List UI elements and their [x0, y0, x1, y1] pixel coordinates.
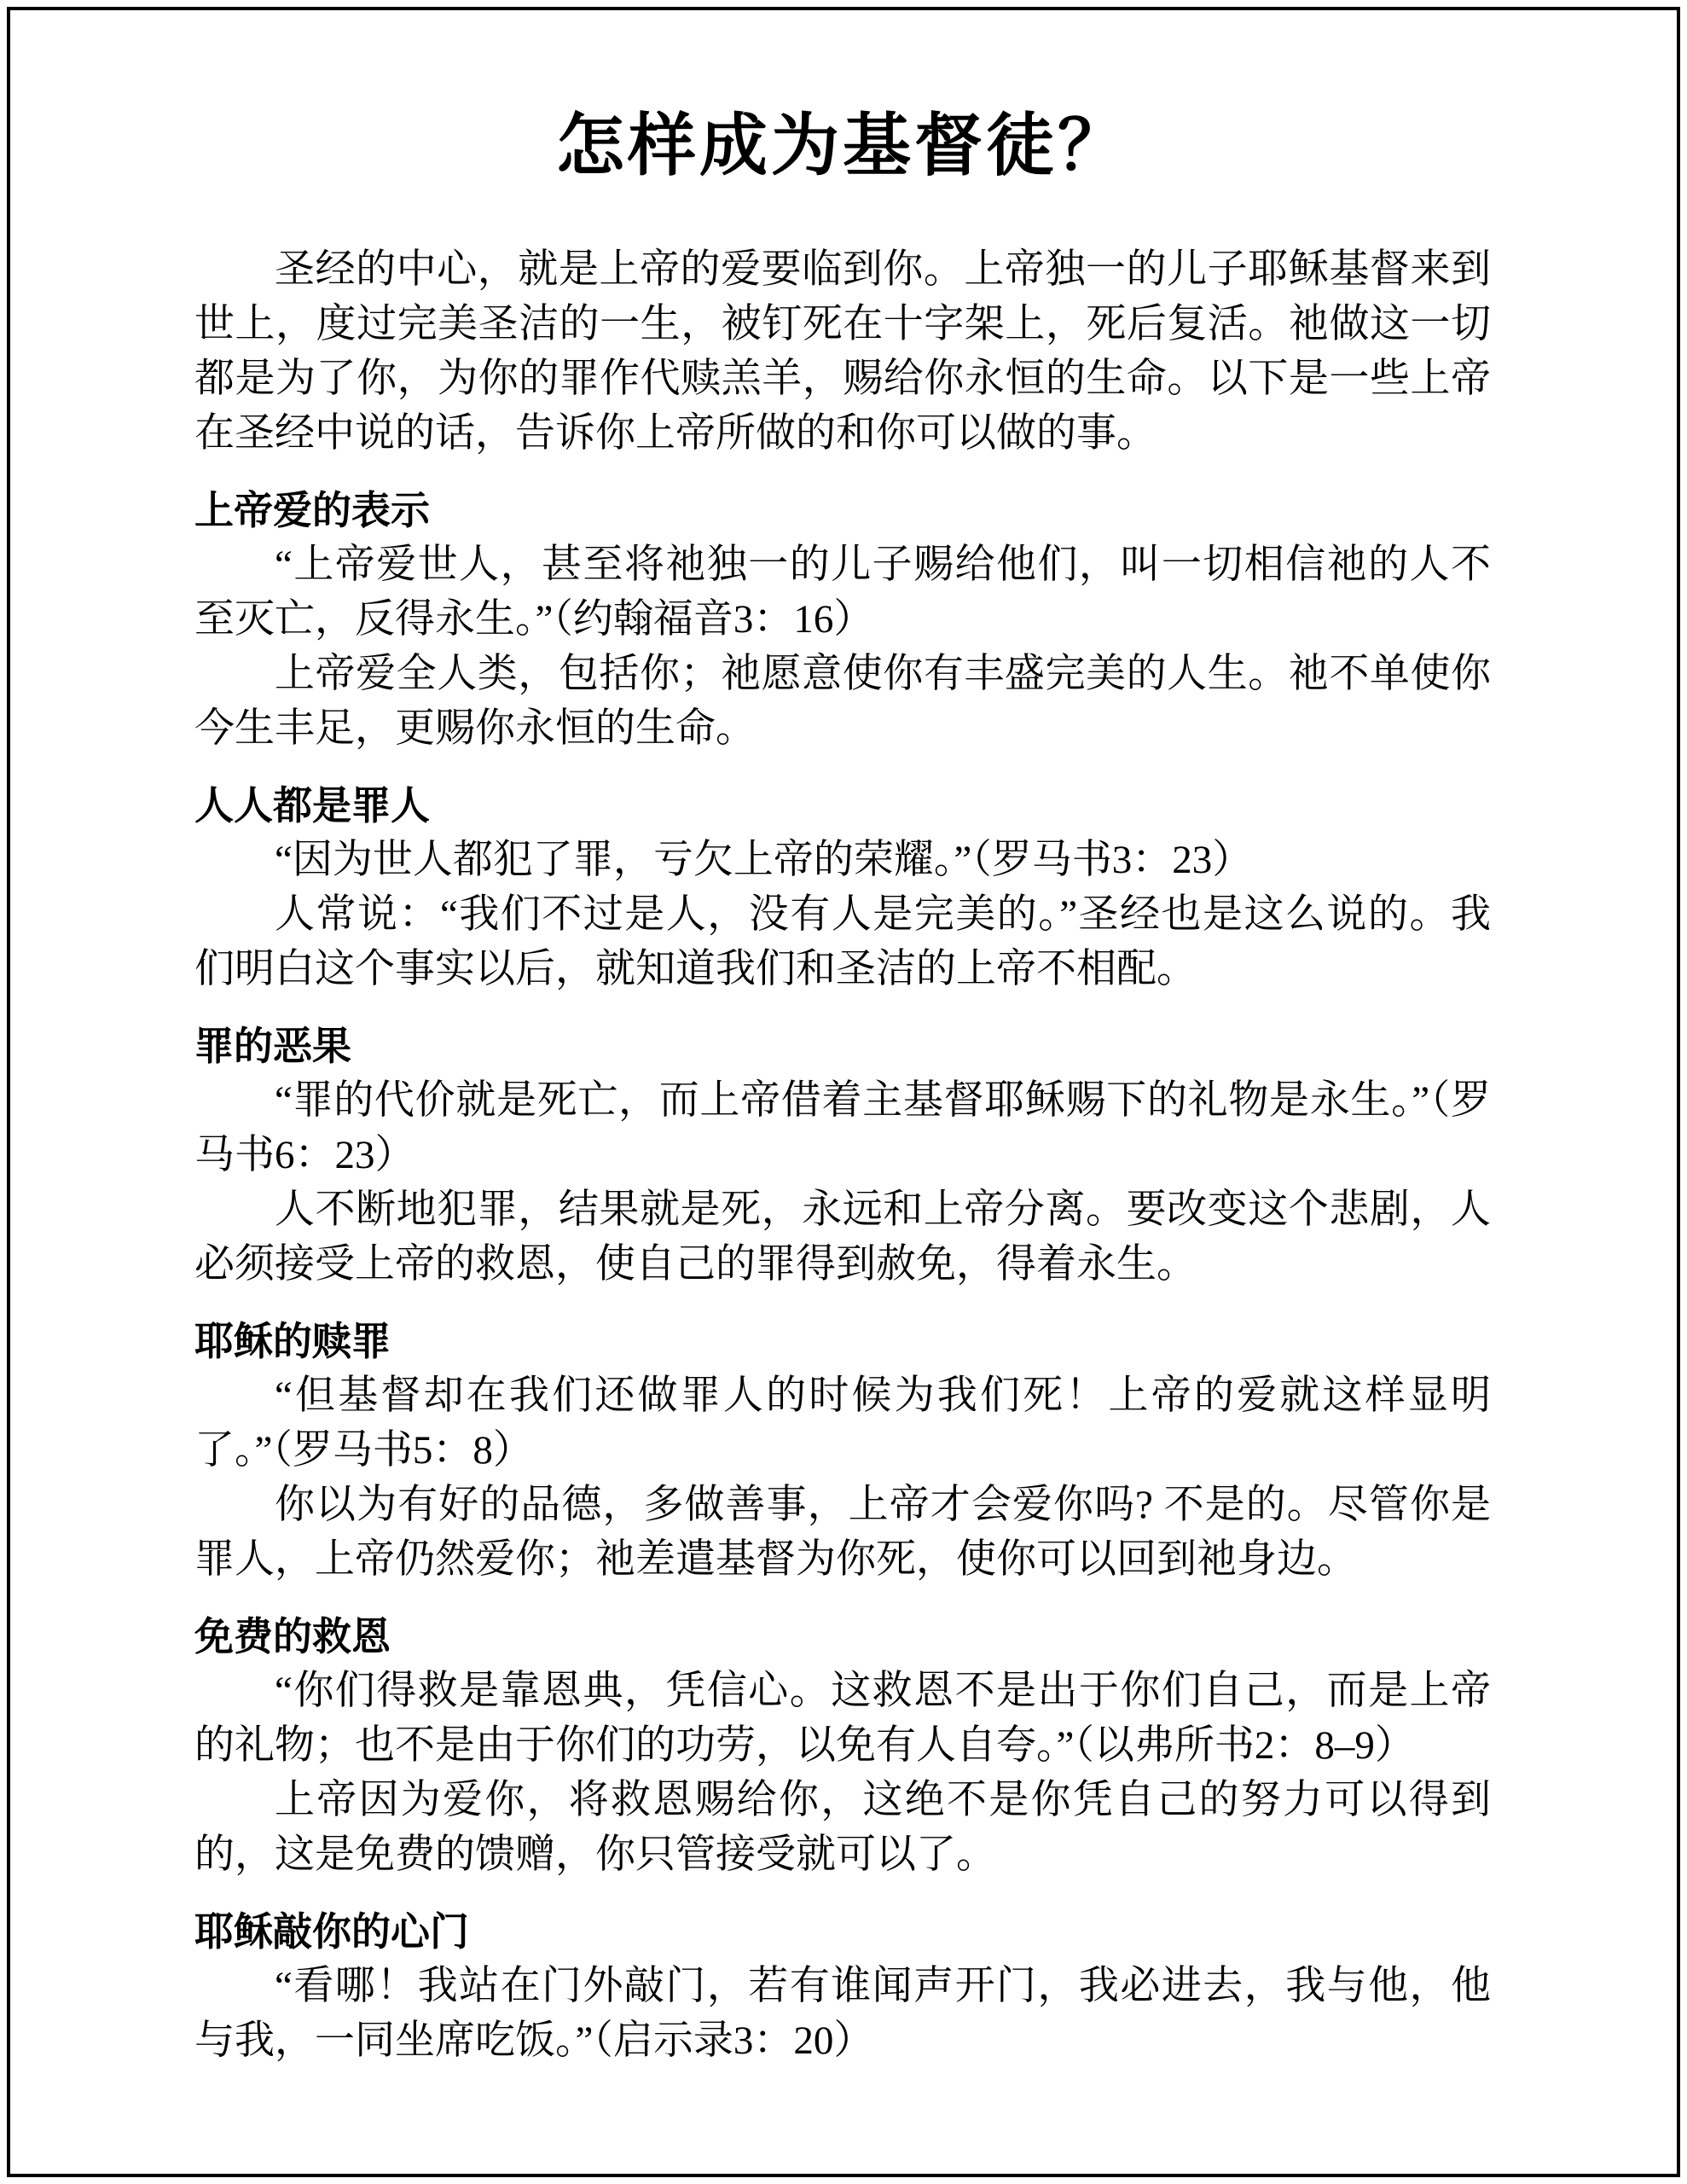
paragraph: “因为世人都犯了罪，亏欠上帝的荣耀。”（罗马书3：23） [275, 838, 1253, 882]
sections-container [194, 483, 1491, 2068]
paragraph: 上帝因为爱你，将救恩赐给你，这绝不是你凭自己的努力可以得到的，这是免费的馈赠，你只管接受就可以了。 [194, 1778, 1491, 1877]
section [194, 1904, 1491, 2068]
section-heading: 免费的救恩 [194, 1614, 391, 1658]
section [194, 1609, 1491, 1882]
paragraph: 你以为有好的品德，多做善事，上帝才会爱你吗? 不是的。尽管你是罪人，上帝仍然爱你；祂差遣基督为你死，使你可以回到祂身边。 [194, 1483, 1491, 1582]
paragraph: “上帝爱世人，甚至将祂独一的儿子赐给他们，叫一切相信祂的人不至灭亡，反得永生。”（约翰福音3：16） [194, 543, 1491, 642]
section [194, 1019, 1491, 1292]
page-title: 怎样成为基督徒？ [556, 109, 1129, 184]
section [194, 778, 1491, 996]
paragraph: “看哪！我站在门外敲门，若有谁闻声开门，我必进去，我与他，他与我，一同坐席吃饭。”（启示录3：20） [194, 1964, 1491, 2063]
intro-paragraph: 圣经的中心，就是上帝的爱要临到你。上帝独一的儿子耶稣基督来到世上，度过完美圣洁的一生，被钉死在十字架上，死后复活。祂做这一切都是为了你，为你的罪作代赎羔羊，赐给你永恒的生命。以下是一些上帝在圣经中说的话，告诉你上帝所做的和你可以做的事。 [194, 247, 1491, 456]
paragraph: “罪的代价就是死亡，而上帝借着主基督耶稣赐下的礼物是永生。”（罗马书6：23） [194, 1078, 1491, 1177]
section-heading: 人人都是罪人 [194, 783, 430, 828]
paragraph: “但基督却在我们还做罪人的时候为我们死！上帝的爱就这样显明了。”（罗马书5：8） [194, 1374, 1491, 1472]
section [194, 1314, 1491, 1587]
section-heading: 耶稣敲你的心门 [194, 1909, 469, 1954]
paragraph: 上帝爱全人类，包括你；祂愿意使你有丰盛完美的人生。祂不单使你今生丰足，更赐你永恒的生命。 [194, 652, 1491, 751]
paragraph: “你们得救是靠恩典，凭信心。这救恩不是出于你们自己，而是上帝的礼物；也不是由于你们的功劳，以免有人自夸。”（以弗所书2：8–9） [194, 1669, 1491, 1768]
paragraph: 人不断地犯罪，结果就是死，永远和上帝分离。要改变这个悲剧，人必须接受上帝的救恩，使自己的罪得到赦免，得着永生。 [194, 1188, 1491, 1287]
section-heading: 耶稣的赎罪 [194, 1319, 391, 1363]
section-heading: 上帝爱的表示 [194, 488, 430, 532]
paragraph: 人常说：“我们不过是人，没有人是完美的。”圣经也是这么说的。我们明白这个事实以后，就知道我们和圣洁的上帝不相配。 [194, 892, 1491, 991]
section-heading: 罪的恶果 [194, 1024, 351, 1068]
document-content [194, 0, 1491, 2068]
section [194, 483, 1491, 756]
